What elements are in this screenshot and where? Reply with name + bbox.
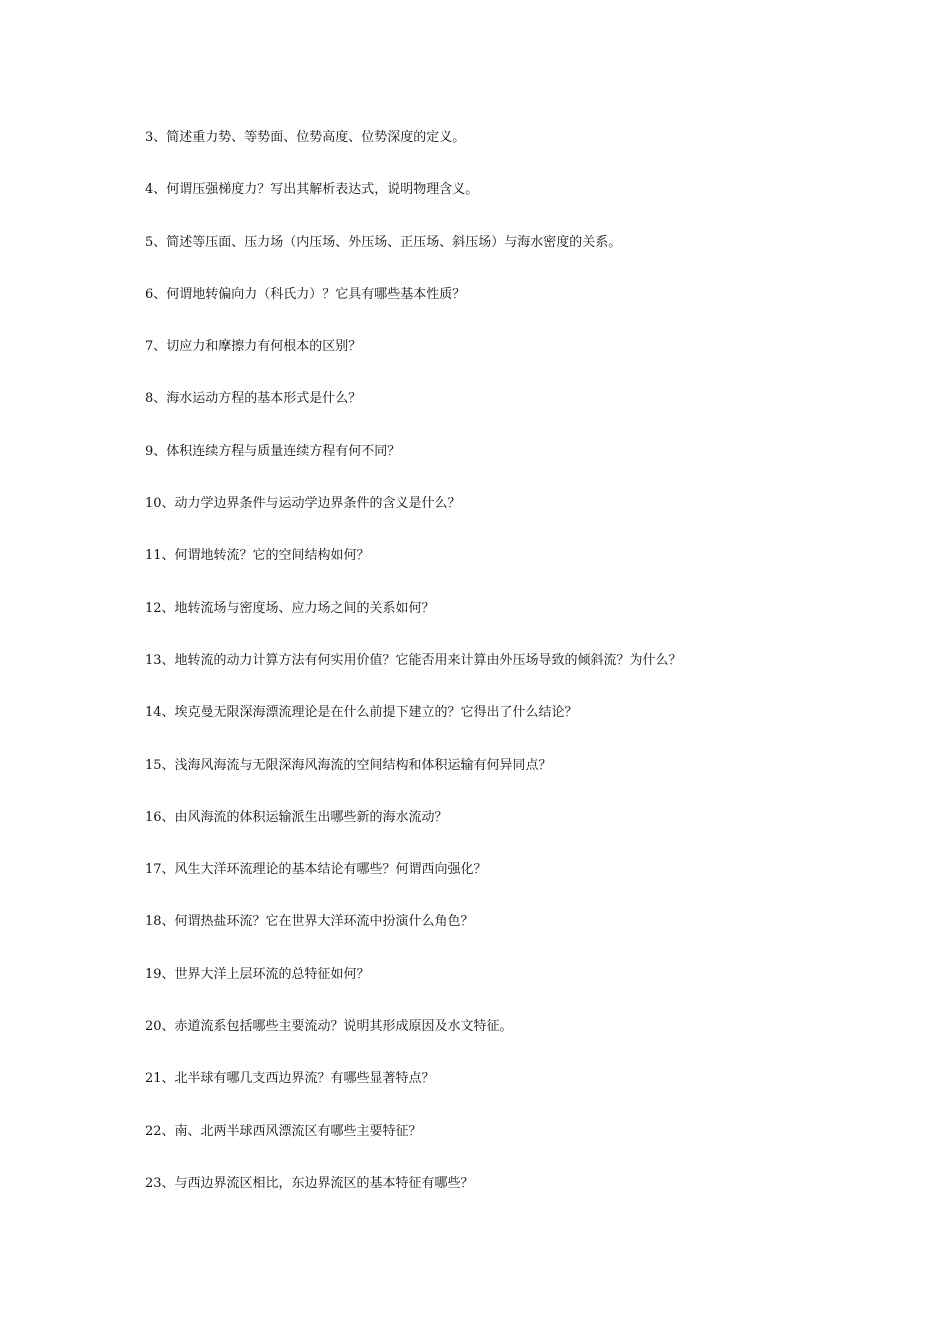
question-22: 22、南、北两半球西风漂流区有哪些主要特征？	[145, 1123, 422, 1139]
question-12: 12、地转流场与密度场、应力场之间的关系如何？	[145, 600, 435, 616]
question-23: 23、与西边界流区相比，东边界流区的基本特征有哪些？	[145, 1175, 474, 1191]
question-10: 10、动力学边界条件与运动学边界条件的含义是什么？	[145, 496, 461, 512]
question-9: 9、体积连续方程与质量连续方程有何不同？	[145, 443, 401, 459]
question-6: 6、何谓地转偏向力（科氏力）？它具有哪些基本性质？	[145, 286, 466, 302]
question-20: 20、赤道流系包括哪些主要流动？说明其形成原因及水文特征。	[145, 1019, 513, 1035]
question-18: 18、何谓热盐环流？它在世界大洋环流中扮演什么角色？	[145, 914, 474, 930]
question-5: 5、简述等压面、压力场（内压场、外压场、正压场、斜压场）与海水密度的关系。	[145, 234, 622, 250]
question-7: 7、切应力和摩擦力有何根本的区别？	[145, 339, 362, 355]
question-21: 21、北半球有哪几支西边界流？有哪些显著特点？	[145, 1071, 435, 1087]
question-19: 19、世界大洋上层环流的总特征如何？	[145, 966, 370, 982]
question-13: 13、地转流的动力计算方法有何实用价值？它能否用来计算由外压场导致的倾斜流？为什么？	[145, 652, 682, 668]
question-11: 11、何谓地转流？它的空间结构如何？	[145, 548, 370, 564]
question-3: 3、简述重力势、等势面、位势高度、位势深度的定义。	[145, 130, 466, 145]
question-17: 17、风生大洋环流理论的基本结论有哪些？何谓西向强化？	[145, 862, 487, 878]
question-15: 15、浅海风海流与无限深海风海流的空间结构和体积运输有何异同点？	[145, 757, 552, 773]
question-14: 14、埃克曼无限深海漂流理论是在什么前提下建立的？它得出了什么结论？	[145, 705, 578, 721]
question-8: 8、海水运动方程的基本形式是什么？	[145, 391, 362, 407]
question-list	[145, 128, 905, 1226]
question-16: 16、由风海流的体积运输派生出哪些新的海水流动？	[145, 809, 448, 825]
question-4: 4、何谓压强梯度力？写出其解析表达式，说明物理含义。	[145, 182, 479, 198]
